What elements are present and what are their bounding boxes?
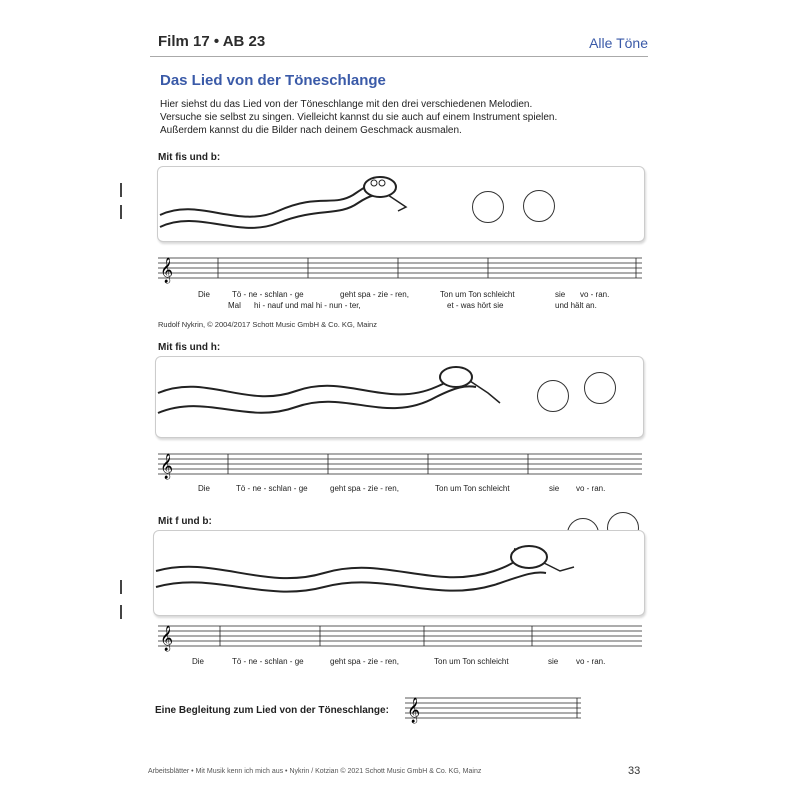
music-staff xyxy=(158,252,642,286)
lyric: sie xyxy=(549,484,560,493)
svg-text:𝄞: 𝄞 xyxy=(160,626,174,651)
lyric: Mal xyxy=(228,301,241,310)
note-circle-fis xyxy=(537,380,569,412)
lyric: vo - ran. xyxy=(576,657,606,666)
snake-illustration xyxy=(156,357,643,437)
music-staff xyxy=(158,620,642,654)
lyric: Die xyxy=(198,290,211,299)
svg-text:𝄞: 𝄞 xyxy=(160,454,174,479)
lyric: sie xyxy=(555,290,566,299)
intro-line: Hier siehst du das Lied von der Töneschlange mit den drei verschiedenen Melodien. xyxy=(160,99,533,110)
lyric: Tö - ne - schlan - ge xyxy=(232,290,304,299)
page-number: 33 xyxy=(628,765,641,777)
edge-mark xyxy=(120,183,122,197)
page-title: Das Lied von der Töneschlange xyxy=(160,72,386,89)
intro-text xyxy=(160,98,640,137)
svg-text:𝄞: 𝄞 xyxy=(160,258,174,283)
section-label: Mit fis und h: xyxy=(158,342,221,353)
lyric: hi - nauf und mal hi - nun - ter, xyxy=(254,301,361,310)
lyric: Ton um Ton schleicht xyxy=(435,484,510,493)
accompaniment-staff xyxy=(405,692,585,726)
note-circle-fis xyxy=(472,191,504,223)
lyric: Tö - ne - schlan - ge xyxy=(236,484,308,493)
header-left: Film 17 • AB 23 xyxy=(158,33,266,50)
snake-illustration xyxy=(158,167,644,241)
lyric: vo - ran. xyxy=(576,484,606,493)
snake-picture-box xyxy=(153,530,645,616)
snake-illustration xyxy=(154,531,644,615)
note-circle-h xyxy=(584,372,616,404)
music-staff xyxy=(158,448,642,482)
intro-line: Versuche sie selbst zu singen. Vielleicht kannst du sie auch auf einem Instrument spielen. xyxy=(160,112,558,123)
lyric: Ton um Ton schleicht xyxy=(434,657,509,666)
lyric: geht spa - zie - ren, xyxy=(340,290,409,299)
lyric: sie xyxy=(548,657,559,666)
svg-text:𝄞: 𝄞 xyxy=(407,698,421,723)
snake-picture-box xyxy=(155,356,644,438)
accompaniment-label: Eine Begleitung zum Lied von der Töneschlange: xyxy=(155,705,389,716)
lyric: geht spa - zie - ren, xyxy=(330,657,399,666)
lyric: Tö - ne - schlan - ge xyxy=(232,657,304,666)
section-label: Mit fis und b: xyxy=(158,152,221,163)
section-label: Mit f und b: xyxy=(158,516,212,527)
intro-line: Außerdem kannst du die Bilder nach deinem Geschmack ausmalen. xyxy=(160,125,462,136)
edge-mark xyxy=(120,605,122,619)
lyric: Ton um Ton schleicht xyxy=(440,290,515,299)
credit-text: Rudolf Nykrin, © 2004/2017 Schott Music GmbH & Co. KG, Mainz xyxy=(158,320,377,329)
header-divider xyxy=(150,56,648,57)
header-right: Alle Töne xyxy=(589,35,648,51)
lyric: et - was hört sie xyxy=(447,301,504,310)
lyric: Die xyxy=(192,657,205,666)
edge-mark xyxy=(120,580,122,594)
lyric: geht spa - zie - ren, xyxy=(330,484,399,493)
lyric: Die xyxy=(198,484,211,493)
lyric: und hält an. xyxy=(555,301,597,310)
note-circle-b xyxy=(523,190,555,222)
edge-mark xyxy=(120,205,122,219)
snake-picture-box xyxy=(157,166,645,242)
footer-text: Arbeitsblätter • Mit Musik kenn ich mich aus • Nykrin / Kotzian © 2021 Schott Music GmbH & Co. KG, Mainz xyxy=(148,768,482,775)
lyric: vo - ran. xyxy=(580,290,610,299)
